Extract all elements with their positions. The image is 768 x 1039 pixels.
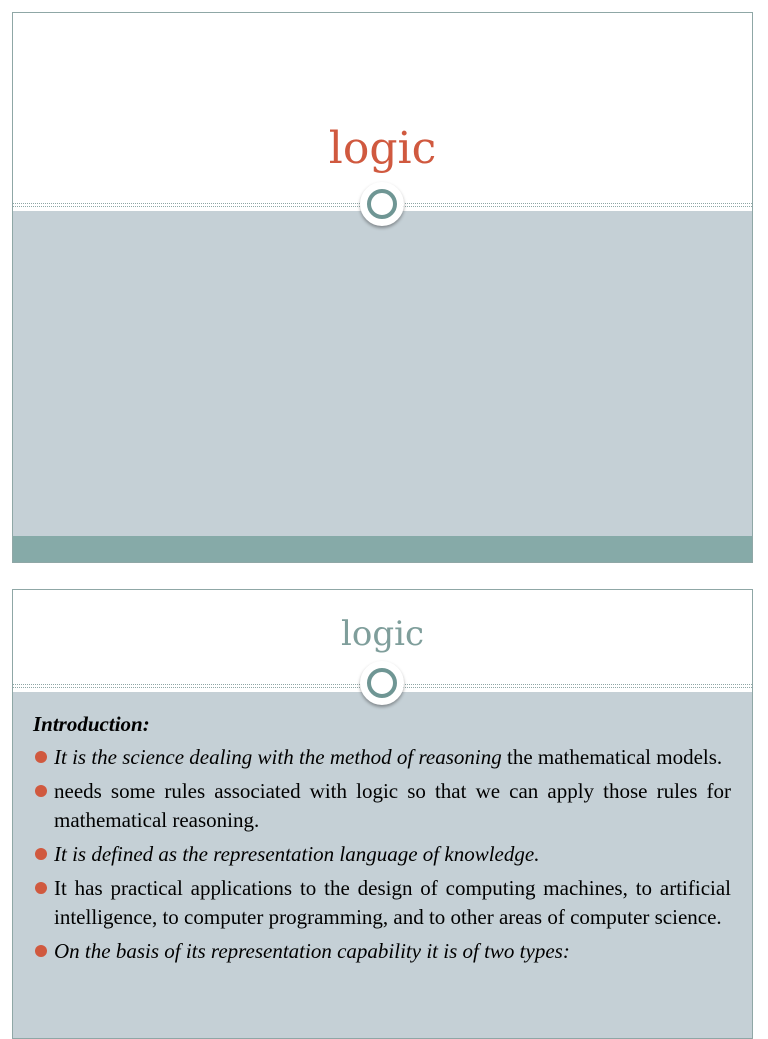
title-area [13,13,752,203]
bullet-dot-icon [35,848,47,860]
bullet-text: the mathematical models. [501,745,723,769]
bullet-item [33,874,731,932]
content-slide [12,589,753,1039]
footer-band [13,536,752,562]
ring-ornament-icon [360,661,404,705]
bullet-text: It has practical applications to the design of computing machines, to artificial intelligence, to computer programming, and to other areas of computer science. [54,876,731,929]
bullet-item [33,840,731,869]
slide-content [33,710,731,971]
bullet-dot-icon [35,785,47,797]
bullet-text-italic: It is the science dealing with the method of reasoning [54,745,502,769]
bullet-dot-icon [35,882,47,894]
ring-ornament-icon [360,182,404,226]
intro-heading: Introduction: [33,712,150,736]
bullet-item [33,777,731,835]
slide-title: logic [340,614,425,654]
bullet-text-italic: On the basis of its representation capability it is of two types: [54,939,570,963]
bullet-dot-icon [35,945,47,957]
bullet-item [33,937,731,966]
bullet-item [33,743,731,772]
slide-title: logic [328,123,437,174]
bullet-dot-icon [35,751,47,763]
bullet-list [33,743,731,966]
bullet-text-italic: It is defined as the representation language of knowledge. [54,842,540,866]
bullet-text: needs some rules associated with logic so that we can apply those rules for mathematical reasoning. [54,779,731,832]
title-slide [12,12,753,563]
body-panel [13,211,752,536]
